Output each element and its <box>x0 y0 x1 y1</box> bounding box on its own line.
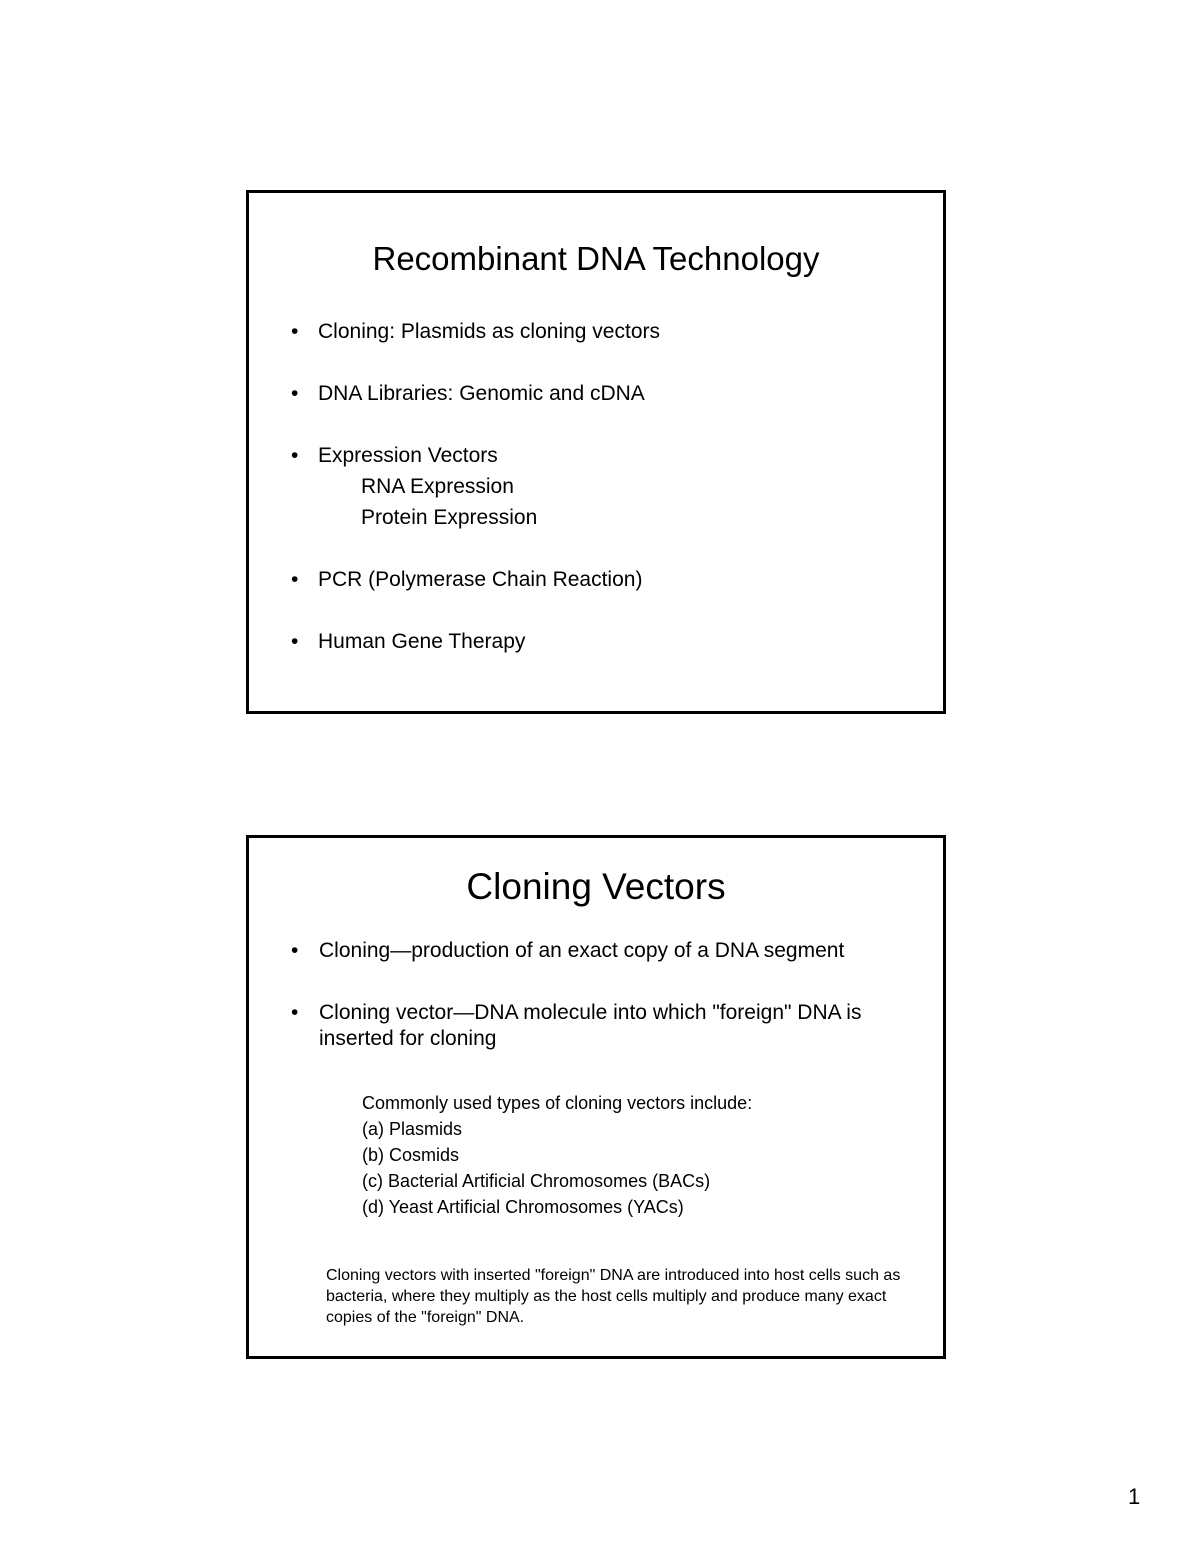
slide-recombinant-dna <box>246 190 946 714</box>
bullet-item <box>291 626 525 657</box>
bullet-text: Cloning vector—DNA molecule into which "foreign" DNA is inserted for cloning <box>319 1001 862 1050</box>
bullet-text: PCR (Polymerase Chain Reaction) <box>318 568 643 591</box>
bullet-item <box>291 938 907 964</box>
slide-title: Recombinant DNA Technology <box>372 240 820 277</box>
bullet-item <box>291 316 660 347</box>
slide-cloning-vectors <box>246 835 946 1359</box>
page-number: 1 <box>1128 1484 1141 1509</box>
bullet-text: Cloning: Plasmids as cloning vectors <box>318 320 660 343</box>
bullet-icon: • <box>291 320 299 343</box>
bullet-icon: • <box>291 939 299 962</box>
bullet-icon: • <box>291 1001 299 1024</box>
vector-type-item: (a) Plasmids <box>362 1119 463 1139</box>
slide-title: Cloning Vectors <box>466 866 726 907</box>
sub-item: RNA Expression <box>361 475 514 498</box>
bullet-text: Expression Vectors <box>318 444 498 467</box>
bullet-text: DNA Libraries: Genomic and cDNA <box>318 382 645 405</box>
bullet-text: Cloning—production of an exact copy of a DNA segment <box>319 939 845 962</box>
vector-type-item: (d) Yeast Artificial Chromosomes (YACs) <box>362 1197 684 1217</box>
cloning-note: Cloning vectors with inserted "foreign" DNA are introduced into host cells such as bacteria, where they multiply as the host cells multiply and produce many exact copies of the "foreign" DNA. <box>326 1267 901 1326</box>
vector-type-item: (c) Bacterial Artificial Chromosomes (BACs) <box>362 1171 711 1191</box>
bullet-item <box>291 1000 907 1052</box>
bullet-icon: • <box>291 630 299 653</box>
bullet-item <box>291 378 645 409</box>
bullet-text: Human Gene Therapy <box>318 630 526 653</box>
bullet-icon: • <box>291 382 299 405</box>
bullet-icon: • <box>291 568 299 591</box>
bullet-item <box>291 440 498 471</box>
sub-item: Protein Expression <box>361 506 538 529</box>
bullet-icon: • <box>291 444 299 467</box>
bullet-item <box>291 564 642 595</box>
vector-type-item: (b) Cosmids <box>362 1145 460 1165</box>
types-intro: Commonly used types of cloning vectors include: <box>362 1093 753 1113</box>
